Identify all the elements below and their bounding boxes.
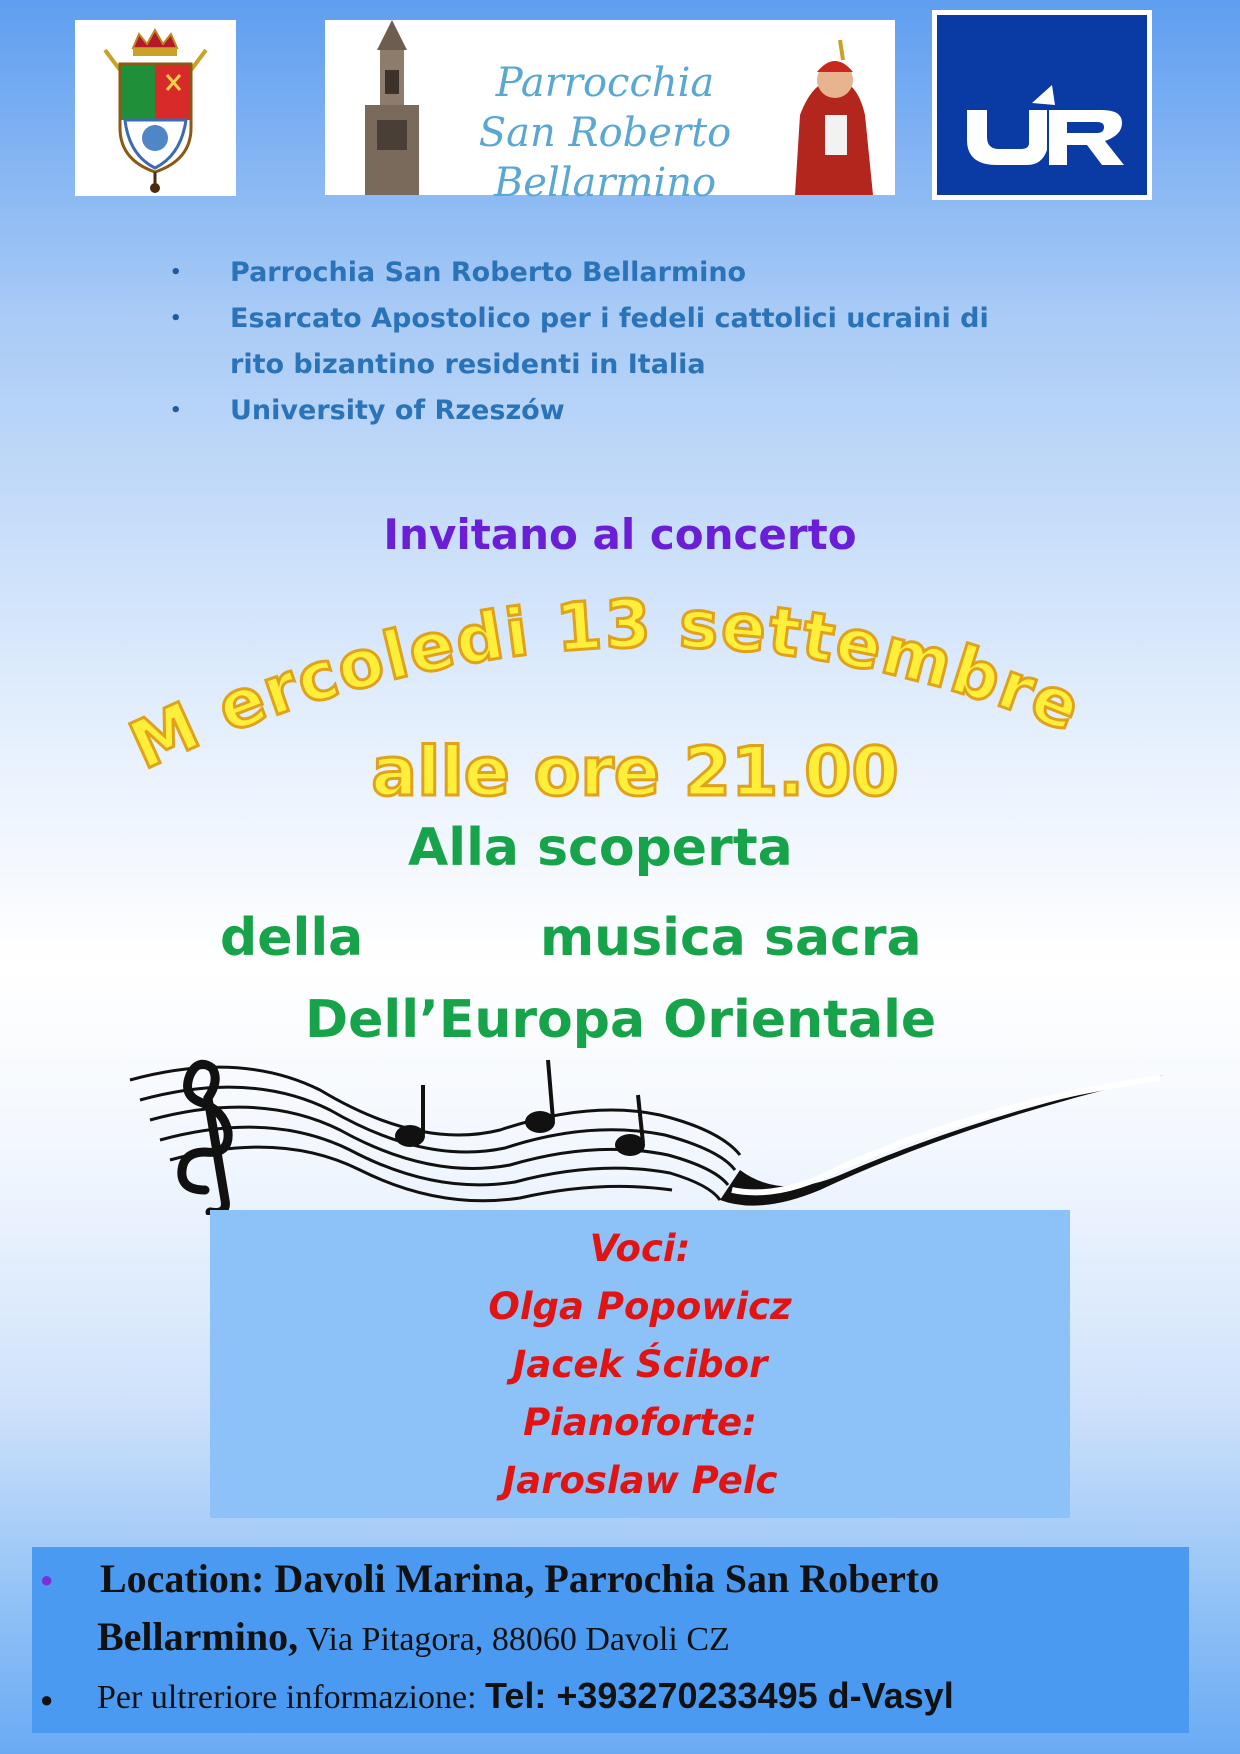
concert-title-line3: Dell’Europa Orientale [305, 990, 937, 1050]
university-monogram-icon [937, 15, 1147, 195]
location-venue: Bellarmino, [97, 1614, 299, 1659]
organiser-item: • Parrochia San Roberto Bellarmino [160, 250, 1160, 296]
coat-of-arms-logo [75, 20, 236, 196]
coat-of-arms-icon [75, 20, 236, 196]
invite-heading: Invitano al concerto [383, 510, 857, 559]
organisers-list [160, 250, 1160, 434]
event-time: alle ore 21.00 [371, 733, 899, 812]
piano-label: Pianoforte: [523, 1401, 757, 1444]
concert-title-line2a: della [220, 908, 364, 968]
concert-title-line1: Alla scoperta [408, 818, 793, 878]
university-logo-field [937, 15, 1147, 195]
university-logo [932, 10, 1152, 200]
music-staff-decoration [120, 1040, 1170, 1215]
organiser-item: • Esarcato Apostolico per i fedeli cattolici ucraini di rito bizantino residenti in Italia [160, 296, 1160, 388]
voices-label: Voci: [589, 1227, 691, 1270]
concert-title-line2b: musica sacra [540, 908, 922, 968]
location-line1: Location: Davoli Marina, Parrochia San Roberto [100, 1556, 940, 1601]
info-box [32, 1547, 1189, 1733]
bullet-icon: ● [40, 1567, 54, 1592]
bullet-icon: ● [40, 1687, 54, 1712]
contact-prefix: Per ultreriore informazione: [97, 1679, 486, 1716]
music-note-icon [395, 1125, 425, 1147]
pianist-name: Jaroslaw Pelc [502, 1459, 778, 1502]
parish-logo-line2: San Roberto Bellarmino [478, 110, 732, 206]
parish-banner-logo [325, 20, 895, 206]
music-note-icon [525, 1111, 555, 1133]
parish-logo-text [405, 58, 805, 208]
parish-logo-line1: Parrocchia [495, 60, 715, 106]
singer-name: Jacek Ścibor [512, 1343, 768, 1386]
event-date: M ercoledi 13 settembre [118, 590, 1093, 785]
contact-line [97, 1675, 954, 1717]
location-address: Via Pitagora, 88060 Davoli CZ [298, 1621, 730, 1658]
contact-phone: Tel: +393270233495 d-Vasyl [485, 1675, 954, 1716]
performers-box [210, 1210, 1070, 1518]
singer-name: Olga Popowicz [488, 1285, 792, 1328]
organiser-item: • University of Rzeszów [160, 388, 1160, 434]
location-line2 [97, 1613, 730, 1660]
event-datetime-graphic [0, 590, 1240, 830]
